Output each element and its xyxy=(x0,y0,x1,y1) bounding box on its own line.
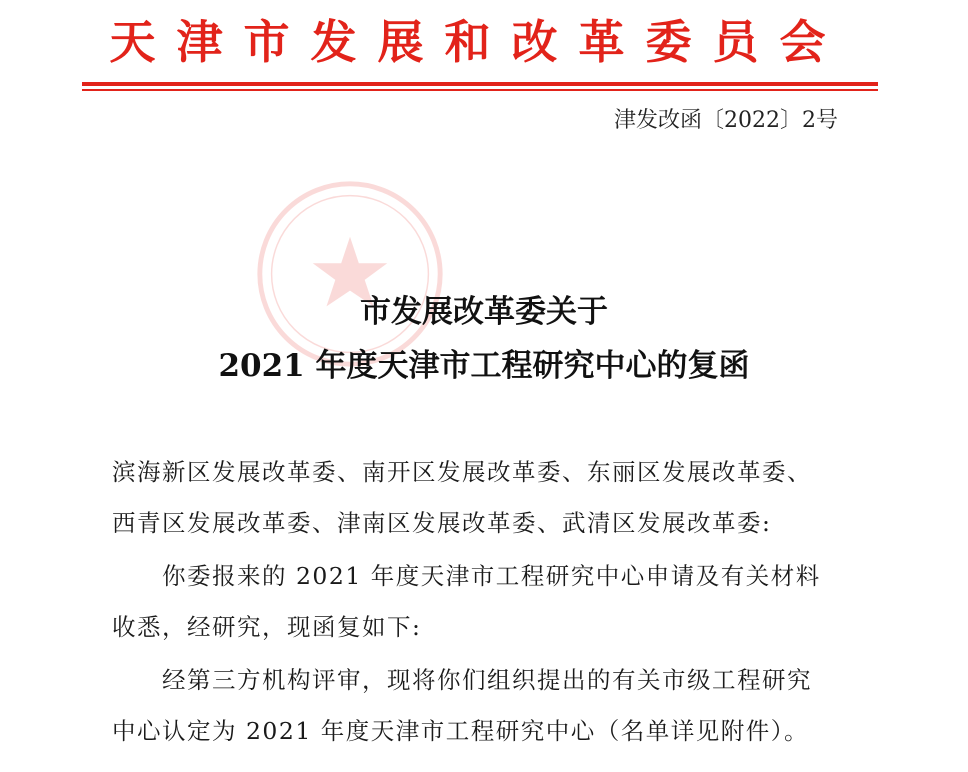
paragraph-1-line-2: 收悉，经研究，现函复如下: xyxy=(112,613,422,641)
paragraph-1-line-1: 你委报来的 2021 年度天津市工程研究中心申请及有关材料 xyxy=(162,562,821,590)
addressee-line-1: 滨海新区发展改革委、南开区发展改革委、东丽区发展改革委、 xyxy=(112,458,812,486)
paragraph-2-line-2: 中心认定为 2021 年度天津市工程研究中心（名单详见附件）。 xyxy=(112,717,809,745)
paragraph-2-line-1: 经第三方机构评审，现将你们组织提出的有关市级工程研究 xyxy=(162,666,812,694)
addressee-line-2: 西青区发展改革委、津南区发展改革委、武清区发展改革委: xyxy=(112,509,772,537)
masthead-red-rule-thin xyxy=(82,89,878,91)
document-title-line-1: 市发展改革委关于 xyxy=(360,294,608,330)
masthead-org-name: 天津市发展和改革委员会 xyxy=(109,15,847,69)
faded-seal-stamp xyxy=(252,176,448,372)
document-number: 津发改函〔2022〕2号 xyxy=(614,108,838,133)
masthead-red-rule-thick xyxy=(82,82,878,86)
document-title-line-2: 2021 年度天津市工程研究中心的复函 xyxy=(218,348,750,384)
